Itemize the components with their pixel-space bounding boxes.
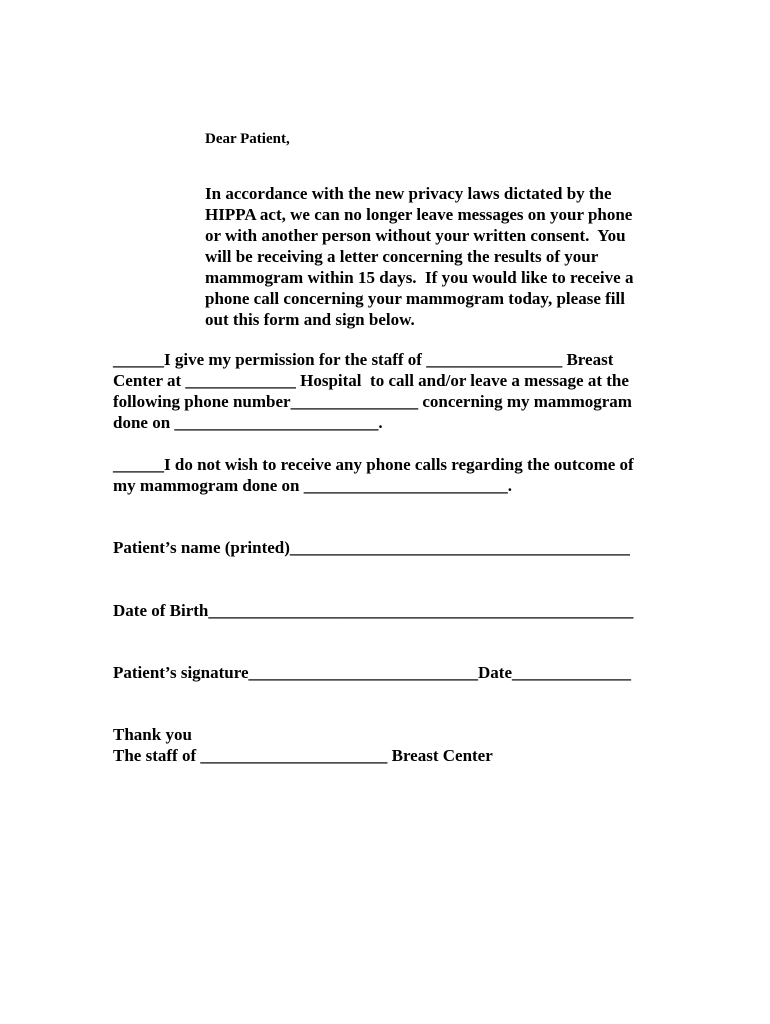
signature-field[interactable] [113,662,713,683]
intro-paragraph [205,183,675,330]
patient-name-field[interactable] [113,537,713,558]
closing [113,724,713,766]
intro-line: out this form and sign below. [205,310,415,329]
greeting: Dear Patient, [205,131,290,147]
date-of-birth-field[interactable] [113,600,713,621]
decline-line: ______I do not wish to receive any phone calls regarding the outcome of [113,455,634,474]
intro-line: In accordance with the new privacy laws dictated by the [205,184,612,203]
closing-line: Thank you [113,725,192,744]
decline-line: my mammogram done on ________________________. [113,476,513,495]
intro-line: phone call concerning your mammogram today, please fill [205,289,625,308]
closing-line: The staff of ______________________ Breast Center [113,746,493,765]
intro-line: or with another person without your written consent. You [205,226,626,245]
permission-line: done on ________________________. [113,413,383,432]
signature-label: Patient’s signature___________________________Date______________ [113,663,632,682]
permission-option[interactable] [113,349,713,433]
intro-line: will be receiving a letter concerning the results of your [205,247,599,266]
date-of-birth-label: Date of Birth__________________________________________________ [113,601,634,620]
intro-line: HIPPA act, we can no longer leave messages on your phone [205,205,633,224]
decline-option[interactable] [113,454,713,496]
permission-line: following phone number_______________ concerning my mammogram [113,392,632,411]
permission-line: Center at _____________ Hospital to call and/or leave a message at the [113,371,629,390]
patient-name-label: Patient’s name (printed)________________________________________ [113,538,630,557]
permission-line: ______I give my permission for the staff of ________________ Breast [113,350,614,369]
intro-line: mammogram within 15 days. If you would like to receive a [205,268,634,287]
